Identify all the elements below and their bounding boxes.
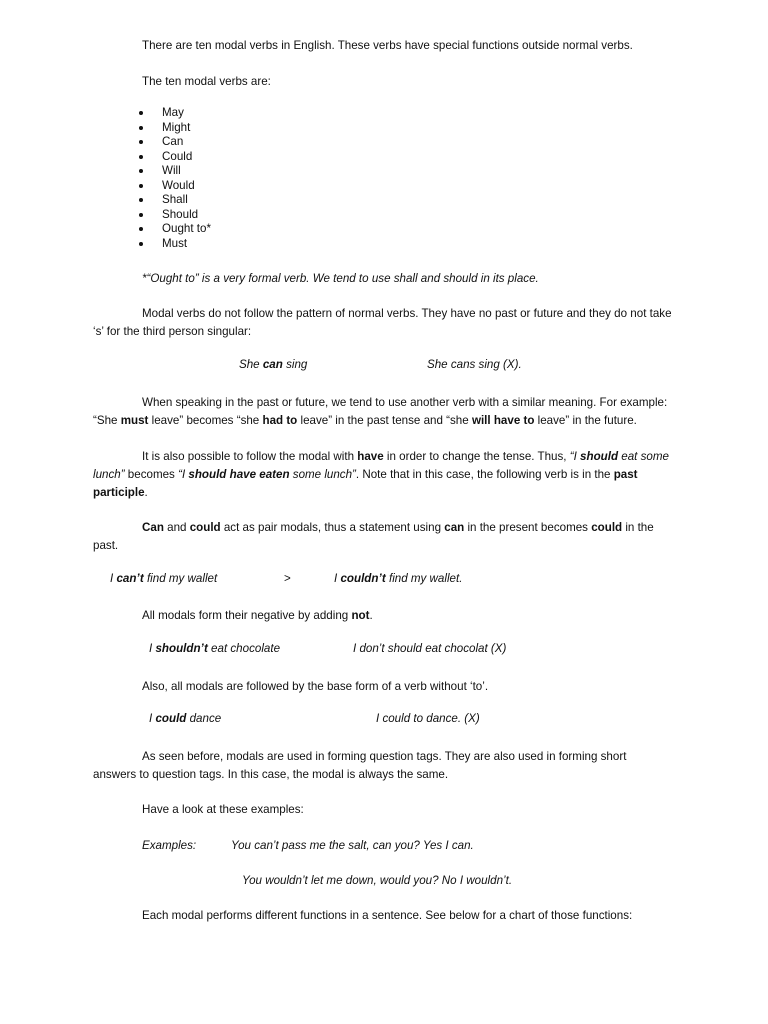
- bullet-dot: [139, 140, 143, 144]
- paragraph-line: participle.: [93, 486, 148, 499]
- paragraph-line: Have a look at these examples:: [142, 803, 304, 816]
- example-correct: I shouldn’t eat chocolate: [149, 642, 281, 655]
- footnote: *“Ought to” is a very formal verb. We tend to use shall and should in its place.: [142, 272, 539, 285]
- paragraph-line: lunch” becomes “I should have eaten some lunch”. Note that in this case, the following verb is in the past: [93, 468, 638, 481]
- paragraph-line: Each modal performs different functions in a sentence. See below for a chart of those functions:: [142, 909, 633, 922]
- list-item: Must: [162, 236, 188, 250]
- paragraph-line: Also, all modals are followed by the base form of a verb without ‘to’.: [142, 680, 489, 693]
- bullet-dot: [139, 198, 143, 202]
- paragraph-line: ‘s’ for the third person singular:: [93, 325, 252, 338]
- paragraph-line: It is also possible to follow the modal with have in order to change the tense. Thus, “I should eat some: [142, 450, 669, 463]
- list-item: Ought to*: [162, 222, 211, 235]
- example-incorrect: I don’t should eat chocolat (X): [353, 642, 507, 655]
- paragraph-line: past.: [93, 539, 119, 552]
- list-intro: The ten modal verbs are:: [142, 75, 271, 88]
- list-item: Might: [162, 120, 191, 134]
- examples-label: Examples:: [142, 839, 197, 852]
- list-item: May: [162, 106, 184, 119]
- paragraph-line: When speaking in the past or future, we tend to use another verb with a similar meaning. For example:: [142, 396, 668, 409]
- example-correct: She can sing: [239, 358, 308, 371]
- bullet-dot: [139, 213, 143, 217]
- list-item: Will: [162, 164, 181, 177]
- example-incorrect: She cans sing (X).: [427, 358, 522, 371]
- paragraph-line: As seen before, modals are used in forming question tags. They are also used in forming short: [142, 750, 627, 763]
- bullet-dot: [139, 111, 143, 115]
- intro-paragraph: There are ten modal verbs in English. These verbs have special functions outside normal verbs.: [142, 39, 633, 52]
- bullet-dot: [139, 242, 143, 246]
- bullet-dot: [139, 155, 143, 159]
- example-sentence: You can’t pass me the salt, can you? Yes I can.: [231, 839, 474, 852]
- example-sentence: You wouldn’t let me down, would you? No I wouldn’t.: [242, 874, 513, 887]
- paragraph-line: Modal verbs do not follow the pattern of normal verbs. They have no past or future and they do not take: [142, 307, 672, 320]
- arrow-symbol: >: [284, 572, 291, 585]
- list-item: Can: [162, 135, 184, 148]
- bullet-dot: [139, 169, 143, 173]
- example-incorrect: I could to dance. (X): [376, 712, 480, 725]
- example-correct: I could dance: [149, 712, 222, 725]
- list-item: Shall: [162, 193, 188, 206]
- paragraph-line: “She must leave” becomes “she had to leave” in the past tense and “she will have to leave” in the future.: [93, 414, 637, 427]
- example-present: I can’t find my wallet: [110, 572, 218, 585]
- bullet-dot: [139, 126, 143, 130]
- list-item: Could: [162, 149, 193, 163]
- paragraph-line: All modals form their negative by adding not.: [142, 609, 373, 622]
- paragraph-line: answers to question tags. In this case, the modal is always the same.: [93, 768, 449, 781]
- example-past: I couldn’t find my wallet.: [334, 572, 463, 585]
- bullet-dot: [139, 227, 143, 231]
- list-item: Would: [162, 178, 195, 192]
- bullet-dot: [139, 184, 143, 188]
- paragraph-line: Can and could act as pair modals, thus a statement using can in the present becomes could in the: [142, 521, 654, 534]
- list-item: Should: [162, 207, 199, 221]
